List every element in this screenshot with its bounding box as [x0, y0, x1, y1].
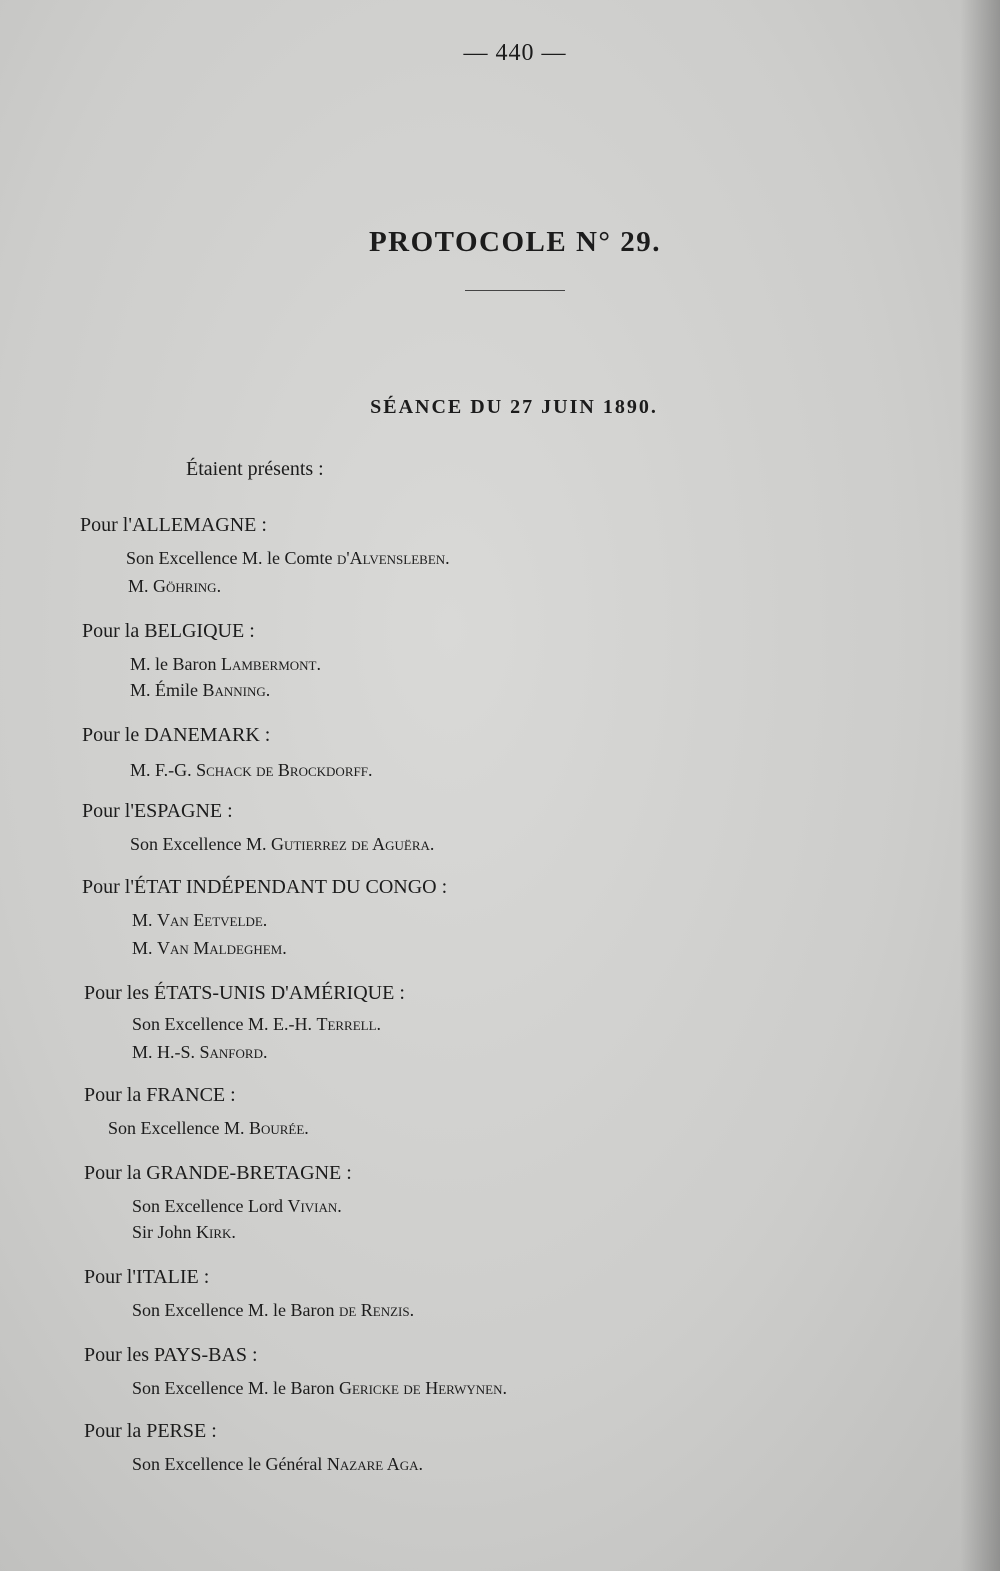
delegation-country: Pour le DANEMARK : [82, 724, 271, 746]
delegate: Son Excellence le Général Nazare Aga. [132, 1454, 424, 1474]
delegate: Son Excellence M. le Comte d'Alvensleben. [126, 548, 450, 568]
present-label: Étaient présents : [186, 458, 324, 480]
delegate: M. Van Maldeghem. [132, 938, 287, 958]
delegation-country: Pour la BELGIQUE : [82, 620, 255, 642]
delegation-country: Pour l'ITALIE : [84, 1266, 210, 1288]
delegation-country: Pour la GRANDE-BRETAGNE : [84, 1162, 352, 1184]
delegate: Son Excellence M. Gutierrez de Aguëra. [130, 834, 435, 854]
page-number: — 440 — [463, 40, 567, 66]
delegate: M. Göhring. [128, 576, 222, 596]
delegate: Sir John Kirk. [132, 1222, 236, 1242]
delegate: Son Excellence M. E.-H. Terrell. [132, 1014, 382, 1034]
delegate: Son Excellence M. le Baron de Renzis. [132, 1300, 415, 1320]
delegate: M. F.-G. Schack de Brockdorff. [130, 760, 373, 780]
delegation-country: Pour l'ÉTAT INDÉPENDANT DU CONGO : [82, 876, 448, 898]
delegation-country: Pour la FRANCE : [84, 1084, 236, 1106]
title-rule [465, 290, 565, 291]
delegation-country: Pour les PAYS-BAS : [84, 1344, 258, 1366]
delegate: Son Excellence Lord Vivian. [132, 1196, 342, 1216]
delegate: Son Excellence M. le Baron Gericke de Herwynen. [132, 1378, 507, 1398]
delegate: M. H.-S. Sanford. [132, 1042, 268, 1062]
delegate: M. le Baron Lambermont. [130, 654, 321, 674]
delegate: Son Excellence M. Bourée. [108, 1118, 309, 1138]
session-heading: SÉANCE DU 27 JUIN 1890. [370, 396, 658, 418]
protocol-title: PROTOCOLE N° 29. [368, 226, 662, 258]
delegation-country: Pour la PERSE : [84, 1420, 217, 1442]
delegation-country: Pour les ÉTATS-UNIS D'AMÉRIQUE : [84, 982, 405, 1004]
delegation-country: Pour l'ALLEMAGNE : [80, 514, 267, 536]
delegate: M. Van Eetvelde. [132, 910, 268, 930]
delegation-country: Pour l'ESPAGNE : [82, 800, 233, 822]
delegate: M. Émile Banning. [130, 680, 271, 700]
